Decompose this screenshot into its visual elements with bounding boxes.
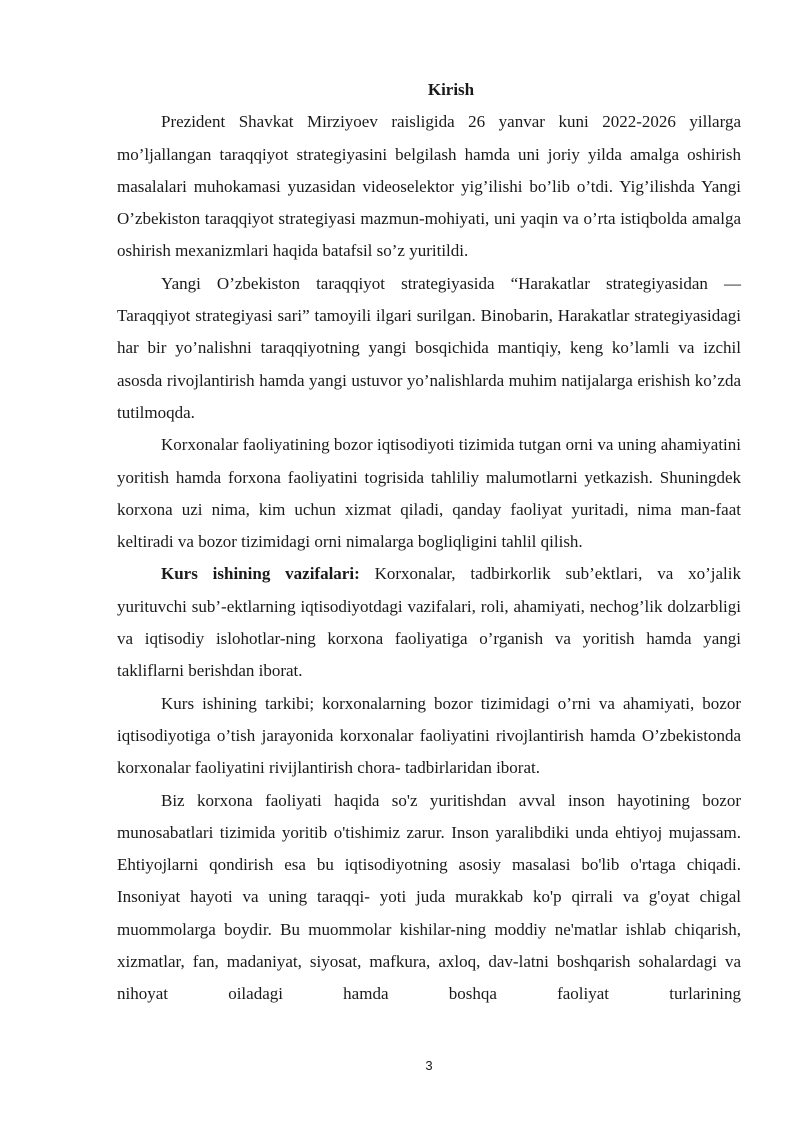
paragraph-text: Kurs ishining tarkibi; korxonalarning bozor tizimidagi o’rni va ahamiyati, bozor iqtisodiyotiga o’tish jarayonida korxonalar faoliyatini rivojlantirish hamda O’zbekistonda korxonalar faoliyatini rivijlantirish chora- tadbirlaridan iborat.: [117, 693, 741, 778]
page-number: 3: [425, 1058, 433, 1073]
paragraph-intro-strategy: [117, 106, 741, 267]
paragraph-human-needs: [117, 785, 741, 1011]
paragraph-enterprise-activity: [117, 429, 741, 558]
paragraph-text: Biz korxona faoliyati haqida so'z yuritishdan avval inson hayotining bozor munosabatlari tizimida yoritib o'tishimiz zarur. Inson yaralibdiki unda ehtiyoj mujassam. Ehtiyojlarni qondirish esa bu iqtisodiyotning asosiy masalasi bo'lib o'rtaga chiqadi. Insoniyat hayoti va uning taraqqi- yoti juda murakkab ko'p qirrali va g'oyat chigal muommolarga boydir. Bu muommolar kishilar-ning moddiy ne'matlar ishlab chiqarish, xizmatlar, fan, madaniyat, siyosat, mafkura, axloq, dav-latni boshqarish sohalardagi va nihoyat oiladagi hamda boshqa faoliyat turlarining: [117, 790, 741, 1004]
course-tasks-heading: Kurs ishining vazifalari:: [161, 564, 360, 584]
paragraph-text: Prezident Shavkat Mirziyoev raisligida 26 yanvar kuni 2022-2026 yillarga mo’ljallangan taraqqiyot strategiyasini belgilash hamda uni joriy yilda amalga oshirish masalalari muhokamasi yuzasidan videoselektor yig’ilishi bo’lib o’tdi. Yig’ilishda Yangi O’zbekiston taraqqiyot strategiyasi mazmun-mohiyati, uni yaqin va o’rta istiqbolda amalga oshirish mexanizmlari haqida batafsil so’z yuritildi.: [117, 112, 741, 261]
section-title: Kirish: [427, 80, 475, 99]
paragraph-new-uzbekistan-strategy: [117, 268, 741, 429]
page-content: [117, 74, 741, 1011]
paragraph-course-structure: [117, 688, 741, 785]
paragraph-text: Korxonalar faoliyatining bozor iqtisodiyoti tizimida tutgan orni va uning ahamiyatini yoritish hamda forxona faoliyatini togrisida tahliliy malumotlarni yetkazish. Shuningdek korxona uzi nima, kim uchun xizmat qiladi, qanday faoliyat yuritadi, nima man-faat keltiradi va bozor tizimidagi orni nimalarga bogliqligini tahlil qilish.: [117, 435, 741, 552]
paragraph-course-tasks: [117, 558, 741, 687]
paragraph-text: Yangi O’zbekiston taraqqiyot strategiyasida “Harakatlar strategiyasidan — Taraqqiyot strategiyasi sari” tamoyili ilgari surilgan. Binobarin, Harakatlar strategiyasidagi har bir yo’nalishni taraqqiyotning yangi bosqichida mantiqiy, keng ko’lamli va izchil asosda rivojlantirish hamda yangi ustuvor yo’nalishlarda muhim natijalarga erishish ko’zda tutilmoqda.: [117, 273, 741, 422]
paragraph-text: Korxonalar, tadbirkorlik sub’ektlari, va xo’jalik yurituvchi sub’-ektlarning iqtisodiyotdagi vazifalari, roli, ahamiyati, nechog’lik dolzarbligi va iqtisodiy islohotlar-ning korxona faoliyatiga o’rganish va yoritish hamda yangi takliflarni berishdan iborat.: [117, 564, 741, 681]
